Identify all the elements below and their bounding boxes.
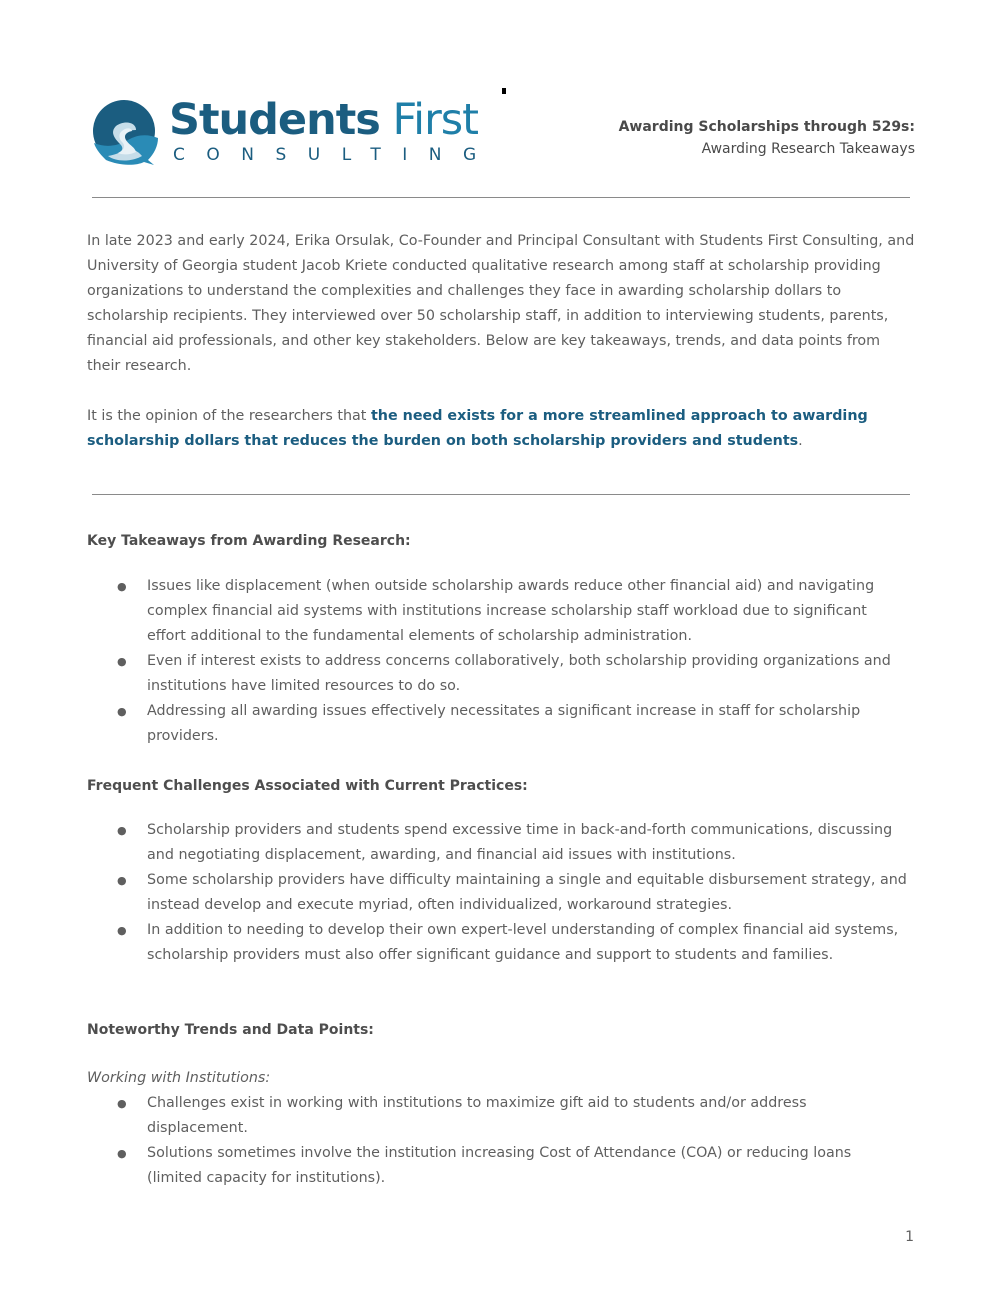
- challenges-list: [147, 818, 907, 968]
- list-item: ● Challenges exist in working with institutions to maximize gift aid to students and/or address displacement.: [147, 1091, 907, 1141]
- list-item: ● Scholarship providers and students spend excessive time in back-and-forth communications, discussing and negotiating displacement, awarding, and financial aid issues with institutions.: [147, 818, 907, 868]
- challenges-heading: Frequent Challenges Associated with Current Practices:: [87, 778, 528, 794]
- opinion-highlight: the need exists for a more streamlined approach to awarding scholarship dollars that reduces the burden on both scholarship providers and students: [87, 408, 868, 449]
- brand-name-light: First: [392, 95, 479, 145]
- section-divider: [92, 494, 910, 495]
- opinion-suffix: .: [798, 433, 803, 449]
- list-item: ● Even if interest exists to address concerns collaboratively, both scholarship providing organizations and institutions have limited resources to do so.: [147, 649, 907, 699]
- list-item: ● Addressing all awarding issues effectively necessitates a significant increase in staff for scholarship providers.: [147, 699, 907, 749]
- brand-name: [169, 94, 478, 146]
- trends-heading: Noteworthy Trends and Data Points:: [87, 1022, 374, 1038]
- document-title: Awarding Scholarships through 529s:: [618, 119, 915, 135]
- key-takeaways-list: [147, 574, 907, 749]
- list-item: ● Some scholarship providers have difficulty maintaining a single and equitable disbursement strategy, and instead develop and execute myriad, often individualized, workaround strategies.: [147, 868, 907, 918]
- stray-mark: [502, 88, 506, 94]
- key-takeaways-heading: Key Takeaways from Awarding Research:: [87, 533, 411, 549]
- trends-subheading: Working with Institutions:: [87, 1070, 271, 1086]
- logo-icon: [92, 100, 160, 166]
- opinion-paragraph: [87, 404, 917, 454]
- brand-name-bold: Students: [169, 95, 380, 145]
- intro-paragraph: In late 2023 and early 2024, Erika Orsulak, Co-Founder and Principal Consultant with Students First Consulting, and University of Georgia student Jacob Kriete conducted qualitative research among staff at scholarship providing organizations to understand the complexities and challenges they face in awarding scholarship dollars to scholarship recipients. They interviewed over 50 scholarship staff, in addition to interviewing students, parents, financial aid professionals, and other key stakeholders. Below are key takeaways, trends, and data points from their research.: [87, 233, 915, 374]
- document-subtitle: Awarding Research Takeaways: [701, 141, 915, 157]
- page-number: 1: [905, 1229, 914, 1245]
- list-item: ● Issues like displacement (when outside scholarship awards reduce other financial aid) and navigating complex financial aid systems with institutions increase scholarship staff workload due to significant effort additional to the fundamental elements of scholarship administration.: [147, 574, 907, 649]
- trends-list: [147, 1091, 907, 1191]
- list-item: ● Solutions sometimes involve the institution increasing Cost of Attendance (COA) or reducing loans (limited capacity for institutions).: [147, 1141, 907, 1191]
- opinion-prefix: It is the opinion of the researchers that: [87, 408, 371, 424]
- header-divider: [92, 197, 910, 198]
- brand-tagline: CONSULTING: [173, 145, 498, 165]
- list-item: ● In addition to needing to develop their own expert-level understanding of complex financial aid systems, scholarship providers must also offer significant guidance and support to students and families.: [147, 918, 907, 968]
